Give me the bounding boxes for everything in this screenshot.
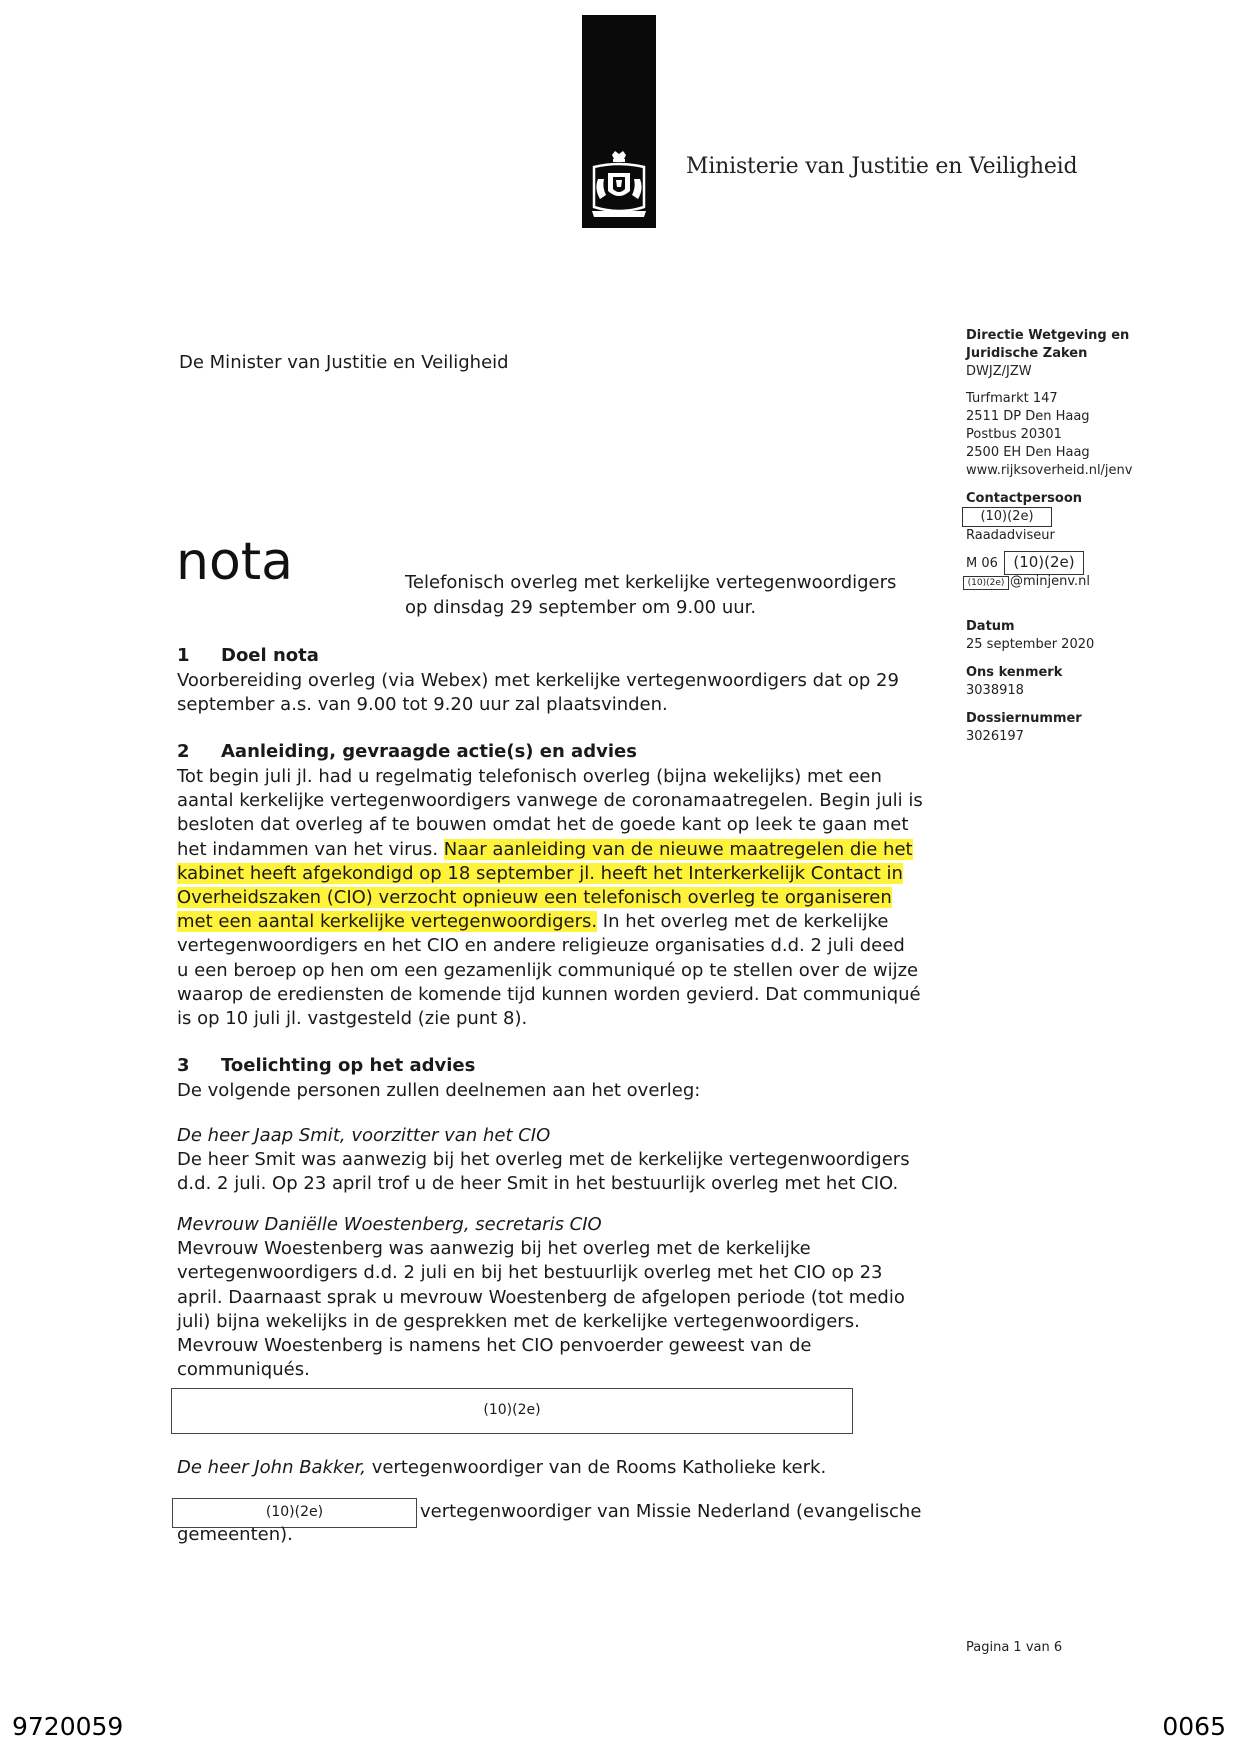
sidebar-website: www.rijksoverheid.nl/jenv: [966, 463, 1133, 478]
text-line: d.d. 2 juli. Op 23 april trof u de heer Smit in het bestuurlijk overleg met het CIO.: [177, 1173, 899, 1195]
addressee: De Minister van Justitie en Veiligheid: [179, 352, 509, 373]
logo-bar: [582, 15, 656, 228]
section-2-number: 2: [177, 741, 190, 762]
text-line: waarop de erediensten de komende tijd kunnen worden gevierd. Dat communiqué: [177, 983, 921, 1005]
sidebar-dept-line1: Directie Wetgeving en: [966, 328, 1130, 343]
section-1-title: Doel nota: [221, 645, 319, 666]
footer-page-code: 0065: [1162, 1712, 1226, 1741]
person-2-name: Mevrouw Daniëlle Woestenberg, secretaris CIO: [177, 1214, 602, 1235]
redaction-block: (10)(2e): [171, 1388, 853, 1434]
subject: [405, 570, 925, 620]
sidebar-dept-line2: Juridische Zaken: [966, 346, 1088, 361]
text-line: communiqués.: [177, 1359, 310, 1381]
email-redaction: (10)(2e): [963, 576, 1009, 590]
sidebar-datum-label: Datum: [966, 619, 1015, 634]
text-line: juli) bijna wekelijks in de gesprekken met de kerkelijke vertegenwoordigers.: [177, 1310, 860, 1332]
text-line: april. Daarnaast sprak u mevrouw Woestenberg de afgelopen periode (tot medio: [177, 1286, 905, 1308]
sidebar-email-suffix: @minjenv.nl: [1010, 574, 1091, 589]
footer-doc-id: 9720059: [12, 1712, 124, 1741]
text-line: Mevrouw Woestenberg was aanwezig bij het overleg met de kerkelijke: [177, 1238, 811, 1260]
page-number: Pagina 1 van 6: [966, 1640, 1063, 1655]
person-1-name: De heer Jaap Smit, voorzitter van het CIO: [177, 1125, 551, 1146]
text-line: [177, 838, 947, 862]
person-4-line-2: gemeenten).: [177, 1524, 293, 1545]
text-line: is op 10 juli jl. vastgesteld (zie punt 8).: [177, 1008, 528, 1030]
doc-type: nota: [176, 532, 294, 592]
text-line: Tot begin juli jl. had u regelmatig telefonisch overleg (bijna wekelijks) met een: [177, 766, 882, 787]
text-line: besloten dat overleg af te bouwen omdat het de goede kant op leek te gaan met: [177, 814, 909, 836]
sidebar-address-4: 2500 EH Den Haag: [966, 445, 1090, 460]
text-span: In het overleg met de kerkelijke: [597, 911, 889, 933]
person-1: [177, 1124, 947, 1197]
section-2-title: Aanleiding, gevraagde actie(s) en advies: [221, 741, 637, 762]
text-line: september a.s. van 9.00 tot 9.20 uur zal plaatsvinden.: [177, 694, 668, 716]
sidebar-kenmerk-label: Ons kenmerk: [966, 665, 1063, 680]
text-line: [177, 886, 947, 910]
text-line: [177, 862, 947, 886]
person-4-redaction: (10)(2e): [172, 1498, 417, 1528]
person-3: [177, 1456, 947, 1480]
sidebar-address-1: Turfmarkt 147: [966, 391, 1058, 406]
section-3-heading: [177, 1055, 475, 1076]
ministry-name: Ministerie van Justitie en Veiligheid: [686, 154, 1078, 179]
section-3-number: 3: [177, 1055, 190, 1076]
sidebar-address-2: 2511 DP Den Haag: [966, 409, 1090, 424]
mobile-redaction: (10)(2e): [1004, 551, 1084, 575]
highlighted-text: Overheidszaken (CIO) verzocht opnieuw een telefonisch overleg te organiseren: [177, 887, 892, 909]
person-4-line-1: vertegenwoordiger van Missie Nederland (evangelische: [420, 1501, 922, 1522]
section-2-heading: [177, 741, 637, 762]
text-line: [177, 910, 947, 934]
text-line: Voorbereiding overleg (via Webex) met kerkelijke vertegenwoordigers dat op 29: [177, 670, 899, 691]
subject-line-2: op dinsdag 29 september om 9.00 uur.: [405, 597, 757, 618]
sidebar-kenmerk-value: 3038918: [966, 683, 1024, 698]
sidebar-dossier-label: Dossiernummer: [966, 711, 1082, 726]
person-3-name: De heer John Bakker,: [177, 1457, 366, 1478]
highlighted-text: met een aantal kerkelijke vertegenwoordigers.: [177, 911, 598, 933]
coat-of-arms-icon: [588, 149, 650, 223]
text-line: De heer Smit was aanwezig bij het overleg met de kerkelijke vertegenwoordigers: [177, 1149, 910, 1171]
text-span: het indammen van het virus.: [177, 838, 444, 860]
person-2: [177, 1213, 947, 1382]
section-3-intro: De volgende personen zullen deelnemen aan het overleg:: [177, 1080, 701, 1101]
highlighted-text: kabinet heeft afgekondigd op 18 september jl. heeft het Interkerkelijk Contact in: [177, 862, 903, 884]
person-3-role: vertegenwoordiger van de Rooms Katholieke kerk.: [365, 1457, 827, 1478]
text-line: aantal kerkelijke vertegenwoordigers vanwege de coronamaatregelen. Begin juli is: [177, 790, 923, 812]
text-line: u een beroep op hen om een gezamenlijk communiqué op te stellen over de wijze: [177, 959, 919, 981]
highlighted-text: Naar aanleiding van de nieuwe maatregelen die het: [443, 838, 913, 860]
section-1-heading: [177, 645, 319, 666]
text-line: vertegenwoordigers d.d. 2 juli en bij het bestuurlijk overleg met het CIO op 23: [177, 1262, 883, 1284]
sidebar-dept-code: DWJZ/JZW: [966, 364, 1032, 379]
contact-redaction: (10)(2e): [962, 507, 1052, 527]
sidebar-contact-role: Raadadviseur: [966, 528, 1055, 543]
sidebar-datum-value: 25 september 2020: [966, 637, 1095, 652]
section-1-body: [177, 669, 947, 717]
section-3-title: Toelichting op het advies: [221, 1055, 476, 1076]
sidebar-address-3: Postbus 20301: [966, 427, 1062, 442]
sidebar-contact-label: Contactpersoon: [966, 491, 1083, 506]
sidebar-mobile-prefix: M 06: [966, 556, 998, 571]
text-line: vertegenwoordigers en het CIO en andere religieuze organisaties d.d. 2 juli deed: [177, 935, 905, 957]
sidebar-dossier-value: 3026197: [966, 729, 1024, 744]
section-1-number: 1: [177, 645, 190, 666]
text-line: Mevrouw Woestenberg is namens het CIO penvoerder geweest van de: [177, 1335, 812, 1357]
section-2-body: [177, 765, 947, 1031]
subject-line-1: Telefonisch overleg met kerkelijke vertegenwoordigers: [405, 572, 897, 593]
